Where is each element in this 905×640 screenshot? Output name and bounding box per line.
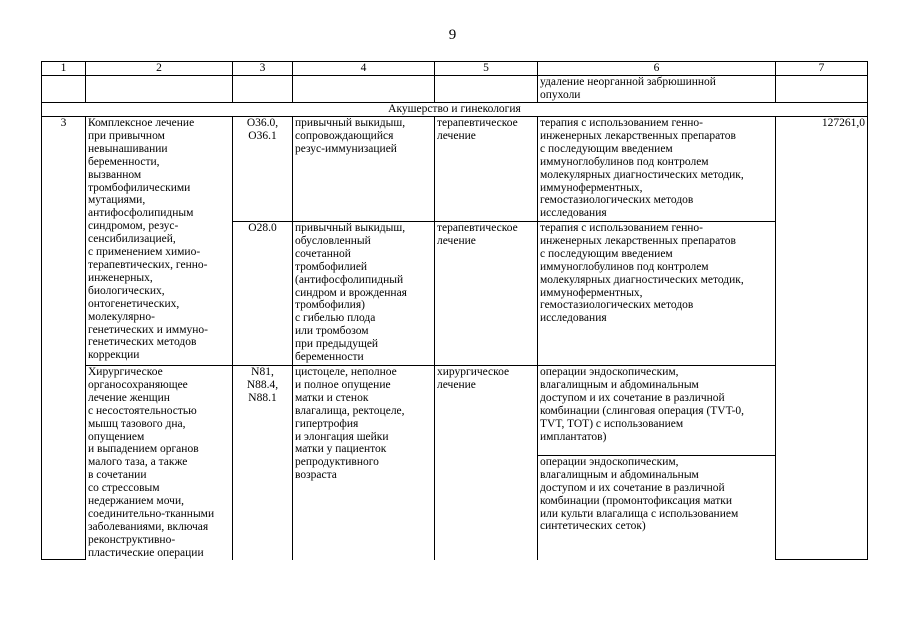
column-number: 4: [293, 62, 435, 76]
treatment-method-cell: удаление неорганной забрюшинной опухоли: [538, 76, 776, 103]
treatment-method-cell: операции эндоскопическим, влагалищным и абдоминальным доступом и их сочетание в различной комбинации (промонтофиксация матки или культи влагалища с использованием синтетических сеток): [538, 455, 776, 559]
column-number: 1: [42, 62, 86, 76]
treatment-type-cell: терапевтическое лечение: [435, 222, 538, 366]
services-table: [41, 61, 868, 560]
page-number: 9: [448, 27, 457, 43]
cell-empty: [293, 76, 435, 103]
treatment-type-cell: хирургическое лечение: [435, 366, 538, 560]
section-title: Акушерство и гинекология: [42, 103, 868, 117]
treatment-method-cell: терапия с использованием генно- инженерных лекарственных препаратов с последующим введением иммуноглобулинов под контролем молекулярных диагностических методик, иммуноферментных, гемостазиологических методов исследования: [538, 222, 776, 366]
care-type-cell: Комплексное лечение при привычном невынашивании беременности, вызванном тромбофилическими мутациями, антифосфолипидным синдромом, резус- сенсибилизацией, с применением химио- терапевтических, генно- инженерных, биологических, онтогенетических, молекулярно- генетических и иммуно- генетических методов коррекции: [86, 117, 233, 366]
patient-model-cell: цистоцеле, неполное и полное опущение матки и стенок влагалища, ректоцеле, гипертрофия и элонгация шейки матки у пациенток репродуктивного возраста: [293, 366, 435, 560]
cell-empty: [776, 76, 868, 103]
icd-codes-cell: О28.0: [233, 222, 293, 366]
column-number: 6: [538, 62, 776, 76]
patient-model-cell: привычный выкидыш, обусловленный сочетанной тромбофилией (антифосфолипидный синдром и врожденная тромбофилия) с гибелью плода или тромбозом при предыдущей беременности: [293, 222, 435, 366]
column-number: 3: [233, 62, 293, 76]
section-row: [42, 103, 868, 117]
treatment-method-cell: операции эндоскопическим, влагалищным и абдоминальным доступом и их сочетание в различной комбинации (слинговая операция (TVT-0, TVT, TOT) с использованием имплантатов): [538, 366, 776, 456]
continuation-row: [42, 76, 868, 103]
table-row: [42, 366, 868, 456]
cell-empty: [42, 76, 86, 103]
column-number: 5: [435, 62, 538, 76]
table-row: [42, 117, 868, 222]
icd-codes-cell: N81, N88.4, N88.1: [233, 366, 293, 560]
row-number-cell: 3: [42, 117, 86, 560]
cell-empty: [86, 76, 233, 103]
care-type-cell: Хирургическое органосохраняющее лечение женщин с несостоятельностью мышц тазового дна, опущением и выпадением органов малого таза, а также в сочетании со стрессовым недержанием мочи, соединительно-тканными заболеваниями, включая реконструктивно- пластические операции: [86, 366, 233, 560]
cell-empty: [233, 76, 293, 103]
cell-empty: [435, 76, 538, 103]
treatment-method-cell: терапия с использованием генно- инженерных лекарственных препаратов с последующим введением иммуноглобулинов под контролем молекулярных диагностических методик, иммуноферментных, гемостазиологических методов исследования: [538, 117, 776, 222]
treatment-type-cell: терапевтическое лечение: [435, 117, 538, 222]
column-number: 7: [776, 62, 868, 76]
column-number: 2: [86, 62, 233, 76]
column-numbers-row: [42, 62, 868, 76]
icd-codes-cell: О36.0, О36.1: [233, 117, 293, 222]
patient-model-cell: привычный выкидыш, сопровождающийся резус-иммунизацией: [293, 117, 435, 222]
price-cell: 127261,0: [776, 117, 868, 560]
